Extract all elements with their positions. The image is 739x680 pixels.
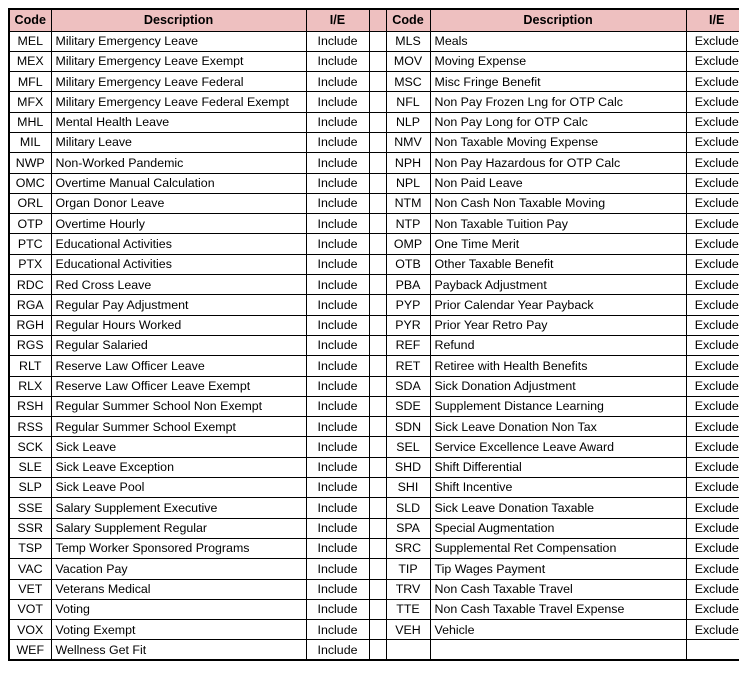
cell-spacer (369, 478, 386, 498)
cell-left-ie[interactable]: Include (306, 599, 369, 619)
cell-right-description[interactable]: Non Pay Frozen Lng for OTP Calc (430, 92, 686, 112)
header-right-ie: I/E (686, 9, 739, 31)
cell-right-description[interactable]: Tip Wages Payment (430, 559, 686, 579)
table-row (9, 579, 739, 599)
table-body (9, 31, 739, 660)
cell-right-description[interactable]: Non Taxable Moving Expense (430, 132, 686, 152)
cell-right-code[interactable]: PYR (386, 315, 430, 335)
cell-left-description[interactable]: Red Cross Leave (51, 275, 306, 295)
cell-spacer (369, 72, 386, 92)
cell-right-description[interactable]: Moving Expense (430, 51, 686, 71)
cell-right-ie[interactable]: Exclude (686, 254, 739, 274)
cell-right-code[interactable]: NLP (386, 112, 430, 132)
cell-left-ie[interactable]: Include (306, 620, 369, 640)
table-row (9, 275, 739, 295)
table-row (9, 193, 739, 213)
cell-left-ie[interactable]: Include (306, 396, 369, 416)
table-row (9, 599, 739, 619)
table-row (9, 31, 739, 51)
cell-right-description[interactable]: Shift Differential (430, 457, 686, 477)
cell-right-code[interactable]: NPH (386, 153, 430, 173)
cell-left-description[interactable]: Military Emergency Leave Exempt (51, 51, 306, 71)
cell-right-ie[interactable]: Exclude (686, 396, 739, 416)
cell-left-ie[interactable]: Include (306, 254, 369, 274)
cell-spacer (369, 437, 386, 457)
cell-left-ie[interactable]: Include (306, 579, 369, 599)
cell-right-description[interactable]: Special Augmentation (430, 518, 686, 538)
cell-right-ie[interactable]: Exclude (686, 92, 739, 112)
cell-left-code[interactable]: SLP (9, 478, 51, 498)
cell-right-code[interactable]: NMV (386, 132, 430, 152)
cell-right-code[interactable]: SRC (386, 538, 430, 558)
cell-right-ie[interactable]: Exclude (686, 112, 739, 132)
cell-left-code[interactable]: TSP (9, 538, 51, 558)
cell-right-code[interactable]: NPL (386, 173, 430, 193)
cell-right-ie[interactable]: Exclude (686, 457, 739, 477)
table-row (9, 538, 739, 558)
header-right-code: Code (386, 9, 430, 31)
cell-left-code[interactable]: VET (9, 579, 51, 599)
cell-left-code[interactable]: WEF (9, 640, 51, 660)
cell-right-ie[interactable]: Exclude (686, 376, 739, 396)
cell-left-description[interactable]: Salary Supplement Regular (51, 518, 306, 538)
cell-left-code[interactable]: RGA (9, 295, 51, 315)
cell-right-description[interactable]: Supplemental Ret Compensation (430, 538, 686, 558)
cell-spacer (369, 112, 386, 132)
table-row (9, 376, 739, 396)
cell-right-code[interactable]: SHI (386, 478, 430, 498)
cell-right-description[interactable]: One Time Merit (430, 234, 686, 254)
cell-spacer (369, 417, 386, 437)
cell-right-ie[interactable]: Exclude (686, 72, 739, 92)
cell-spacer (369, 356, 386, 376)
cell-left-code[interactable]: VOT (9, 599, 51, 619)
cell-left-ie[interactable]: Include (306, 275, 369, 295)
cell-left-description[interactable]: Educational Activities (51, 234, 306, 254)
cell-left-description[interactable]: Regular Summer School Exempt (51, 417, 306, 437)
cell-left-ie[interactable]: Include (306, 214, 369, 234)
cell-left-code[interactable]: MEL (9, 31, 51, 51)
table-row (9, 396, 739, 416)
cell-right-description[interactable]: Other Taxable Benefit (430, 254, 686, 274)
cell-spacer (369, 559, 386, 579)
cell-right-description[interactable]: Service Excellence Leave Award (430, 437, 686, 457)
cell-left-ie[interactable]: Include (306, 457, 369, 477)
cell-left-description[interactable]: Overtime Manual Calculation (51, 173, 306, 193)
cell-right-ie[interactable]: Exclude (686, 518, 739, 538)
cell-right-code[interactable]: TRV (386, 579, 430, 599)
cell-right-description[interactable]: Sick Leave Donation Non Tax (430, 417, 686, 437)
cell-left-code[interactable]: SSE (9, 498, 51, 518)
cell-right-description[interactable]: Non Pay Hazardous for OTP Calc (430, 153, 686, 173)
cell-left-ie[interactable]: Include (306, 234, 369, 254)
cell-spacer (369, 376, 386, 396)
cell-right-ie[interactable]: Exclude (686, 132, 739, 152)
table-row (9, 437, 739, 457)
cell-left-description[interactable]: Salary Supplement Executive (51, 498, 306, 518)
cell-right-code[interactable]: RET (386, 356, 430, 376)
cell-left-description[interactable]: Regular Pay Adjustment (51, 295, 306, 315)
cell-left-ie[interactable]: Include (306, 51, 369, 71)
cell-left-code[interactable]: RDC (9, 275, 51, 295)
cell-right-code[interactable]: VEH (386, 620, 430, 640)
cell-spacer (369, 193, 386, 213)
cell-left-code[interactable]: SSR (9, 518, 51, 538)
cell-right-code[interactable]: OMP (386, 234, 430, 254)
cell-right-ie[interactable]: Exclude (686, 153, 739, 173)
cell-right-ie[interactable]: Exclude (686, 620, 739, 640)
cell-right-ie[interactable]: Exclude (686, 437, 739, 457)
cell-left-ie[interactable]: Include (306, 437, 369, 457)
cell-left-ie[interactable]: Include (306, 640, 369, 660)
cell-left-code[interactable]: SLE (9, 457, 51, 477)
cell-spacer (369, 538, 386, 558)
cell-right-ie[interactable]: Exclude (686, 275, 739, 295)
cell-right-code[interactable]: OTB (386, 254, 430, 274)
cell-left-ie[interactable]: Include (306, 518, 369, 538)
cell-left-code[interactable]: VOX (9, 620, 51, 640)
cell-spacer (369, 599, 386, 619)
cell-left-code[interactable]: RLT (9, 356, 51, 376)
cell-left-ie[interactable]: Include (306, 538, 369, 558)
cell-spacer (369, 640, 386, 660)
table-row (9, 112, 739, 132)
cell-right-code[interactable]: SEL (386, 437, 430, 457)
cell-right-code[interactable]: TIP (386, 559, 430, 579)
cell-spacer (369, 153, 386, 173)
header-left-description: Description (51, 9, 306, 31)
header-row (9, 9, 739, 31)
cell-left-description[interactable]: Temp Worker Sponsored Programs (51, 538, 306, 558)
cell-right-code[interactable]: SDE (386, 396, 430, 416)
table-row (9, 315, 739, 335)
cell-right-ie[interactable]: Exclude (686, 51, 739, 71)
table-row (9, 72, 739, 92)
cell-right-ie[interactable]: Exclude (686, 599, 739, 619)
cell-right-code[interactable]: MSC (386, 72, 430, 92)
cell-right-ie[interactable]: Exclude (686, 234, 739, 254)
cell-left-description[interactable]: Voting Exempt (51, 620, 306, 640)
cell-spacer (369, 254, 386, 274)
cell-left-ie[interactable]: Include (306, 31, 369, 51)
cell-right-code[interactable]: NFL (386, 92, 430, 112)
cell-left-code[interactable]: MEX (9, 51, 51, 71)
cell-right-code[interactable]: SDA (386, 376, 430, 396)
cell-left-description[interactable]: Reserve Law Officer Leave Exempt (51, 376, 306, 396)
cell-left-code[interactable]: RGS (9, 335, 51, 355)
cell-spacer (369, 132, 386, 152)
cell-right-description[interactable]: Non Taxable Tuition Pay (430, 214, 686, 234)
cell-left-description[interactable]: Non-Worked Pandemic (51, 153, 306, 173)
cell-right-ie[interactable]: Exclude (686, 579, 739, 599)
cell-spacer (369, 498, 386, 518)
table-row (9, 417, 739, 437)
cell-left-code[interactable]: RLX (9, 376, 51, 396)
table-header (9, 9, 739, 31)
cell-spacer (369, 234, 386, 254)
cell-right-description[interactable]: Non Cash Taxable Travel (430, 579, 686, 599)
cell-right-description[interactable] (430, 640, 686, 660)
cell-right-code[interactable]: MLS (386, 31, 430, 51)
cell-spacer (369, 92, 386, 112)
table-row (9, 295, 739, 315)
cell-right-ie[interactable]: Exclude (686, 31, 739, 51)
cell-spacer (369, 518, 386, 538)
cell-left-ie[interactable]: Include (306, 72, 369, 92)
table-row (9, 234, 739, 254)
table-row (9, 478, 739, 498)
cell-spacer (369, 275, 386, 295)
cell-left-ie[interactable]: Include (306, 92, 369, 112)
table-row (9, 356, 739, 376)
cell-left-description[interactable]: Wellness Get Fit (51, 640, 306, 660)
cell-right-description[interactable]: Refund (430, 335, 686, 355)
cell-spacer (369, 457, 386, 477)
table-row (9, 335, 739, 355)
table-row (9, 498, 739, 518)
cell-left-code[interactable]: ORL (9, 193, 51, 213)
cell-left-description[interactable]: Military Emergency Leave Federal (51, 72, 306, 92)
cell-spacer (369, 51, 386, 71)
cell-left-description[interactable]: Educational Activities (51, 254, 306, 274)
cell-spacer (369, 620, 386, 640)
cell-left-ie[interactable]: Include (306, 132, 369, 152)
cell-left-ie[interactable]: Include (306, 559, 369, 579)
cell-left-code[interactable]: PTC (9, 234, 51, 254)
cell-left-ie[interactable]: Include (306, 356, 369, 376)
cell-left-code[interactable]: RSH (9, 396, 51, 416)
cell-left-description[interactable]: Organ Donor Leave (51, 193, 306, 213)
header-right-description: Description (430, 9, 686, 31)
cell-spacer (369, 396, 386, 416)
cell-left-description[interactable]: Overtime Hourly (51, 214, 306, 234)
cell-left-code[interactable]: VAC (9, 559, 51, 579)
cell-left-code[interactable]: OMC (9, 173, 51, 193)
cell-right-description[interactable]: Prior Calendar Year Payback (430, 295, 686, 315)
cell-right-ie[interactable] (686, 640, 739, 660)
cell-left-ie[interactable]: Include (306, 112, 369, 132)
cell-right-description[interactable]: Prior Year Retro Pay (430, 315, 686, 335)
cell-left-code[interactable]: RGH (9, 315, 51, 335)
cell-left-description[interactable]: Regular Hours Worked (51, 315, 306, 335)
cell-right-description[interactable]: Payback Adjustment (430, 275, 686, 295)
cell-right-ie[interactable]: Exclude (686, 193, 739, 213)
cell-right-code[interactable]: REF (386, 335, 430, 355)
cell-right-ie[interactable]: Exclude (686, 538, 739, 558)
cell-right-ie[interactable]: Exclude (686, 559, 739, 579)
cell-right-ie[interactable]: Exclude (686, 417, 739, 437)
cell-right-description[interactable]: Sick Leave Donation Taxable (430, 498, 686, 518)
table-row (9, 518, 739, 538)
cell-spacer (369, 31, 386, 51)
cell-right-code[interactable] (386, 640, 430, 660)
cell-left-ie[interactable]: Include (306, 417, 369, 437)
cell-left-ie[interactable]: Include (306, 173, 369, 193)
cell-left-description[interactable]: Military Emergency Leave Federal Exempt (51, 92, 306, 112)
cell-left-ie[interactable]: Include (306, 335, 369, 355)
table-row (9, 640, 739, 660)
cell-left-code[interactable]: MIL (9, 132, 51, 152)
cell-right-ie[interactable]: Exclude (686, 335, 739, 355)
table-row (9, 51, 739, 71)
cell-left-code[interactable]: RSS (9, 417, 51, 437)
cell-left-code[interactable]: MFL (9, 72, 51, 92)
cell-spacer (369, 214, 386, 234)
cell-right-description[interactable]: Non Pay Long for OTP Calc (430, 112, 686, 132)
cell-right-code[interactable]: SLD (386, 498, 430, 518)
cell-left-code[interactable]: NWP (9, 153, 51, 173)
cell-right-code[interactable]: SPA (386, 518, 430, 538)
cell-right-ie[interactable]: Exclude (686, 295, 739, 315)
cell-left-ie[interactable]: Include (306, 478, 369, 498)
cell-spacer (369, 315, 386, 335)
cell-right-code[interactable]: PBA (386, 275, 430, 295)
cell-left-description[interactable]: Veterans Medical (51, 579, 306, 599)
header-left-ie: I/E (306, 9, 369, 31)
cell-right-code[interactable]: TTE (386, 599, 430, 619)
header-left-code: Code (9, 9, 51, 31)
cell-right-ie[interactable]: Exclude (686, 173, 739, 193)
cell-right-code[interactable]: NTM (386, 193, 430, 213)
cell-right-ie[interactable]: Exclude (686, 315, 739, 335)
cell-right-ie[interactable]: Exclude (686, 214, 739, 234)
cell-right-description[interactable]: Meals (430, 31, 686, 51)
cell-right-description[interactable]: Supplement Distance Learning (430, 396, 686, 416)
cell-left-description[interactable]: Voting (51, 599, 306, 619)
cell-left-ie[interactable]: Include (306, 295, 369, 315)
cell-left-code[interactable]: OTP (9, 214, 51, 234)
table-row (9, 559, 739, 579)
cell-left-ie[interactable]: Include (306, 315, 369, 335)
table-row (9, 457, 739, 477)
cell-left-ie[interactable]: Include (306, 153, 369, 173)
table-row (9, 132, 739, 152)
cell-right-ie[interactable]: Exclude (686, 356, 739, 376)
cell-right-code[interactable]: MOV (386, 51, 430, 71)
cell-left-description[interactable]: Sick Leave Exception (51, 457, 306, 477)
cell-left-description[interactable]: Vacation Pay (51, 559, 306, 579)
cell-right-code[interactable]: NTP (386, 214, 430, 234)
cell-right-description[interactable]: Non Cash Non Taxable Moving (430, 193, 686, 213)
table-row (9, 153, 739, 173)
cell-right-code[interactable]: SDN (386, 417, 430, 437)
cell-spacer (369, 173, 386, 193)
earning-codes-table (8, 8, 739, 661)
cell-left-description[interactable]: Military Emergency Leave (51, 31, 306, 51)
cell-left-ie[interactable]: Include (306, 193, 369, 213)
cell-right-description[interactable]: Non Cash Taxable Travel Expense (430, 599, 686, 619)
cell-left-description[interactable]: Military Leave (51, 132, 306, 152)
cell-right-description[interactable]: Retiree with Health Benefits (430, 356, 686, 376)
cell-left-code[interactable]: MHL (9, 112, 51, 132)
table-row (9, 173, 739, 193)
cell-right-description[interactable]: Sick Donation Adjustment (430, 376, 686, 396)
table-row (9, 92, 739, 112)
cell-left-description[interactable]: Sick Leave (51, 437, 306, 457)
table-row (9, 620, 739, 640)
cell-left-description[interactable]: Mental Health Leave (51, 112, 306, 132)
cell-left-code[interactable]: MFX (9, 92, 51, 112)
cell-spacer (369, 579, 386, 599)
cell-left-description[interactable]: Reserve Law Officer Leave (51, 356, 306, 376)
cell-right-description[interactable]: Misc Fringe Benefit (430, 72, 686, 92)
header-spacer (369, 9, 386, 31)
cell-left-description[interactable]: Regular Summer School Non Exempt (51, 396, 306, 416)
cell-spacer (369, 335, 386, 355)
cell-left-description[interactable]: Regular Salaried (51, 335, 306, 355)
cell-left-code[interactable]: SCK (9, 437, 51, 457)
table-row (9, 214, 739, 234)
cell-left-ie[interactable]: Include (306, 498, 369, 518)
cell-spacer (369, 295, 386, 315)
cell-left-ie[interactable]: Include (306, 376, 369, 396)
cell-right-description[interactable]: Non Paid Leave (430, 173, 686, 193)
cell-right-ie[interactable]: Exclude (686, 478, 739, 498)
cell-right-ie[interactable]: Exclude (686, 498, 739, 518)
cell-left-description[interactable]: Sick Leave Pool (51, 478, 306, 498)
cell-right-description[interactable]: Shift Incentive (430, 478, 686, 498)
cell-right-description[interactable]: Vehicle (430, 620, 686, 640)
cell-right-code[interactable]: PYP (386, 295, 430, 315)
cell-right-code[interactable]: SHD (386, 457, 430, 477)
table-row (9, 254, 739, 274)
cell-left-code[interactable]: PTX (9, 254, 51, 274)
